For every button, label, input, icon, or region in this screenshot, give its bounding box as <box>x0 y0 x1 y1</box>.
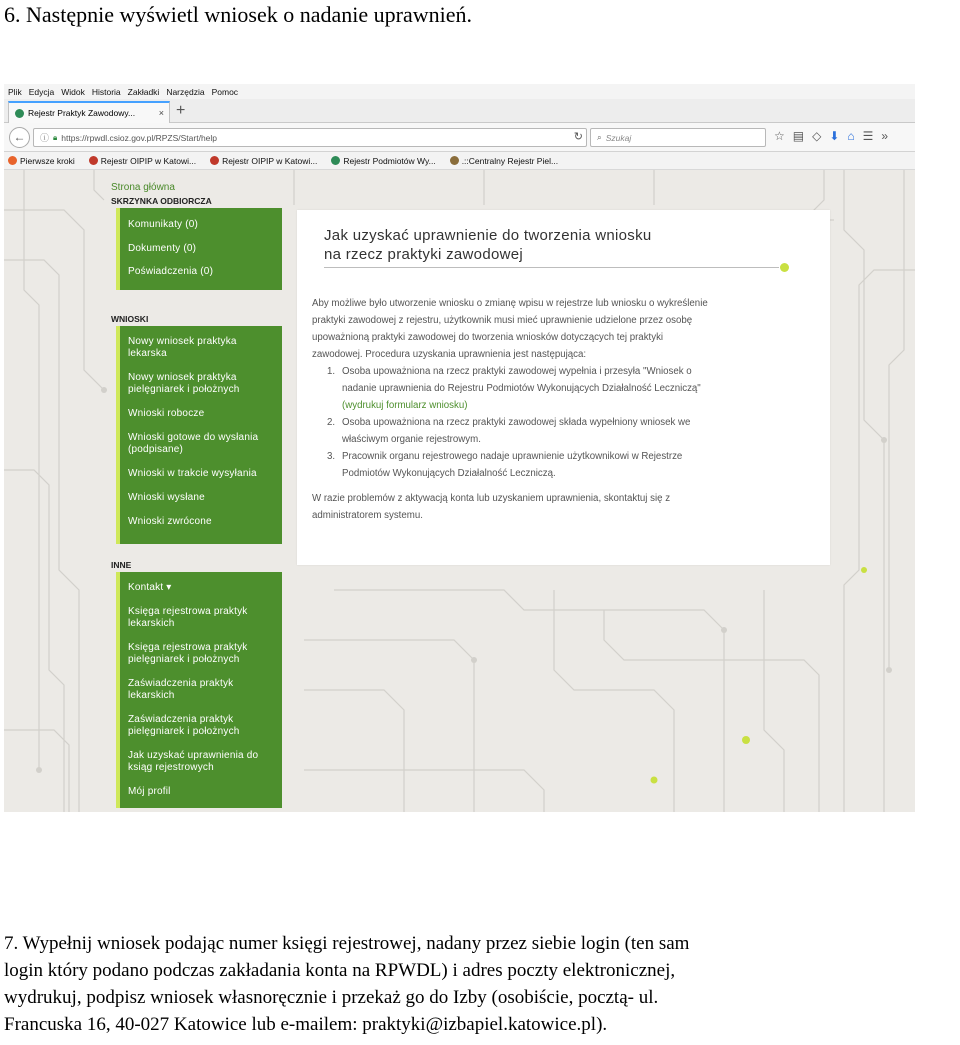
bookmark-item[interactable] <box>8 156 75 166</box>
step-1-line: nadanie uprawnienia do Rejestru Podmiotów Wykonujących Działalność Leczniczą" <box>342 383 701 394</box>
bookmark-favicon-icon <box>210 156 219 165</box>
bookmark-item[interactable] <box>331 156 435 166</box>
site-favicon-icon <box>15 109 24 118</box>
bookmark-favicon-icon <box>331 156 340 165</box>
help-footer-line: W razie problemów z aktywacją konta lub uzyskaniem uprawnienia, skontaktuj się z <box>312 493 671 504</box>
download-icon[interactable]: ⬇ <box>829 129 840 143</box>
help-intro-line: praktyki zawodowej z rejestru, użytkownik musi mieć uprawnienie udzielone przez osobę <box>312 315 693 326</box>
reload-icon[interactable]: ↻ <box>573 131 583 143</box>
back-arrow-icon[interactable]: ← <box>9 127 30 148</box>
help-panel-title: Jak uzyskać uprawnienie do tworzenia wniosku na rzecz praktyki zawodowej <box>324 227 652 263</box>
page-content <box>4 170 915 812</box>
sidebar-inbox-box <box>116 208 282 290</box>
paragraph-line: login który podano podczas zakładania konta na RPWDL) i adres poczty elektronicznej, <box>4 960 676 981</box>
sidebar-heading-inbox: SKRZYNKA ODBIORCZA <box>111 196 212 206</box>
sidebar-item-documents[interactable]: Dokumenty (0) <box>128 243 197 254</box>
bookmarks-toolbar <box>4 152 915 170</box>
address-url: https://rpwdl.csioz.gov.pl/RPZS/Start/help <box>61 132 218 143</box>
help-intro-line: zawodowej. Procedura uzyskania uprawnienia jest następująca: <box>312 349 587 360</box>
menu-edit[interactable]: Edycja <box>28 86 55 97</box>
address-bar[interactable] <box>33 128 587 147</box>
toolbar-icons <box>774 129 888 143</box>
home-icon[interactable]: ⌂ <box>847 129 855 143</box>
sidebar-requests-box <box>116 326 282 544</box>
bookmark-label: Rejestr OIPIP w Katowi... <box>100 155 197 166</box>
menu-history[interactable]: Historia <box>91 86 121 97</box>
sidebar-item-certificates-nursing[interactable]: Zaświadczenia praktyk pielęgniarek i położnych <box>128 714 240 737</box>
sidebar-item-how-to-get-permissions[interactable]: Jak uzyskać uprawnienia do ksiąg rejestrowych <box>128 750 259 773</box>
sidebar-item-returned[interactable]: Wnioski zwrócone <box>128 516 212 527</box>
search-input[interactable] <box>590 128 766 147</box>
pocket-icon[interactable]: ◇ <box>812 129 822 143</box>
step-3-line: Podmiotów Wykonujących Działalność Leczniczą. <box>342 468 556 479</box>
sidebar-item-new-request-medical[interactable]: Nowy wniosek praktyka lekarska <box>128 336 237 359</box>
paragraph-line: Francuska 16, 40-027 Katowice lub e-mailem: praktyki@izbapiel.katowice.pl). <box>4 1014 608 1035</box>
help-intro-line: Aby możliwe było utworzenie wniosku o zmianę wpisu w rejestrze lub wniosku o wykreślenie <box>312 298 708 309</box>
bookmark-label: .::Centralny Rejestr Piel... <box>461 155 559 166</box>
menu-file[interactable]: Plik <box>8 86 22 97</box>
step-number: 1. <box>327 366 336 377</box>
tab-close-icon[interactable]: × <box>158 108 164 118</box>
sidebar-item-certificates[interactable]: Poświadczenia (0) <box>128 266 214 277</box>
sidebar-item-new-request-nursing[interactable]: Nowy wniosek praktyka pielęgniarek i położnych <box>128 372 240 395</box>
bookmark-favicon-icon <box>8 156 17 165</box>
overflow-icon[interactable]: » <box>881 129 889 143</box>
sidebar-item-drafts[interactable]: Wnioski robocze <box>128 408 205 419</box>
sidebar-other-box <box>116 572 282 808</box>
help-panel <box>297 210 830 565</box>
print-form-link[interactable]: (wydrukuj formularz wniosku) <box>342 400 468 411</box>
step-3-line: Pracownik organu rejestrowego nadaje uprawnienie użytkownikowi w Rejestrze <box>342 451 683 462</box>
sidebar-item-register-medical[interactable]: Księga rejestrowa praktyk lekarskich <box>128 606 248 629</box>
info-icon[interactable]: ⓘ <box>40 133 50 143</box>
lock-icon: 🔒︎ <box>53 132 58 142</box>
sidebar-heading-other: INNE <box>111 560 132 570</box>
sidebar-item-sending[interactable]: Wnioski w trakcie wysyłania <box>128 468 257 479</box>
bookmark-label: Rejestr OIPIP w Katowi... <box>222 155 318 166</box>
menu-view[interactable]: Widok <box>61 86 85 97</box>
sidebar-heading-requests: WNIOSKI <box>111 314 149 324</box>
menu-help[interactable]: Pomoc <box>211 86 239 97</box>
help-footer-line: administratorem systemu. <box>312 510 423 521</box>
sidebar-item-my-profile[interactable]: Mój profil <box>128 786 171 797</box>
new-tab-button[interactable]: + <box>176 102 186 119</box>
sidebar-item-sent[interactable]: Wnioski wysłane <box>128 492 205 503</box>
help-intro-line: upoważnioną praktyki zawodowej do tworzenia wniosków dotyczących tej praktyki <box>312 332 664 343</box>
sidebar-item-messages[interactable]: Komunikaty (0) <box>128 219 199 230</box>
step-1-line: Osoba upoważniona na rzecz praktyki zawodowej wypełnia i przesyła "Wniosek o <box>342 366 692 377</box>
paragraph-line: 7. Wypełnij wniosek podając numer księgi rejestrowej, nadany przez siebie login (ten sam <box>4 933 690 954</box>
browser-screenshot <box>4 84 915 812</box>
step-2-line: właściwym organie rejestrowym. <box>342 434 481 445</box>
library-icon[interactable]: ▤ <box>792 129 805 143</box>
document-paragraph-step-7 <box>4 930 960 1038</box>
search-icon: ⌕ <box>597 132 602 142</box>
bookmark-label: Rejestr Podmiotów Wy... <box>343 155 436 166</box>
search-placeholder: Szukaj <box>605 132 632 143</box>
document-heading-step-6: 6. Następnie wyświetl wniosek o nadanie uprawnień. <box>4 2 472 27</box>
sidebar-item-contact[interactable]: Kontakt ▾ <box>128 582 172 593</box>
step-number: 3. <box>327 451 336 462</box>
chat-icon[interactable]: ☰ <box>862 129 874 143</box>
browser-tabbar <box>4 99 915 123</box>
paragraph-line: wydrukuj, podpisz wniosek własnoręcznie i przekaż go do Izby (osobiście, pocztą- ul. <box>4 987 659 1008</box>
browser-tab-active[interactable] <box>8 101 170 123</box>
step-2-line: Osoba upoważniona na rzecz praktyki zawodowej składa wypełniony wniosek we <box>342 417 691 428</box>
sidebar-item-certificates-medical[interactable]: Zaświadczenia praktyk lekarskich <box>128 678 234 701</box>
bookmark-item[interactable] <box>450 156 558 166</box>
browser-menubar <box>4 84 915 99</box>
menu-tools[interactable]: Narzędzia <box>166 86 205 97</box>
step-number: 2. <box>327 417 336 428</box>
bookmark-item[interactable] <box>89 156 196 166</box>
bookmark-label: Pierwsze kroki <box>20 155 75 166</box>
title-divider <box>324 267 779 268</box>
browser-navbar <box>4 123 915 152</box>
star-icon[interactable]: ☆ <box>774 129 785 143</box>
tab-title: Rejestr Praktyk Zawodowy... <box>28 108 136 118</box>
accent-dot <box>780 263 789 272</box>
sidebar-item-register-nursing[interactable]: Księga rejestrowa praktyk pielęgniarek i położnych <box>128 642 248 665</box>
bookmark-favicon-icon <box>450 156 459 165</box>
bookmark-item[interactable] <box>210 156 317 166</box>
bookmark-favicon-icon <box>89 156 98 165</box>
menu-bookmarks[interactable]: Zakładki <box>127 86 160 97</box>
sidebar-item-ready-to-send[interactable]: Wnioski gotowe do wysłania (podpisane) <box>128 432 259 455</box>
sidebar-home-link[interactable]: Strona główna <box>111 182 175 193</box>
